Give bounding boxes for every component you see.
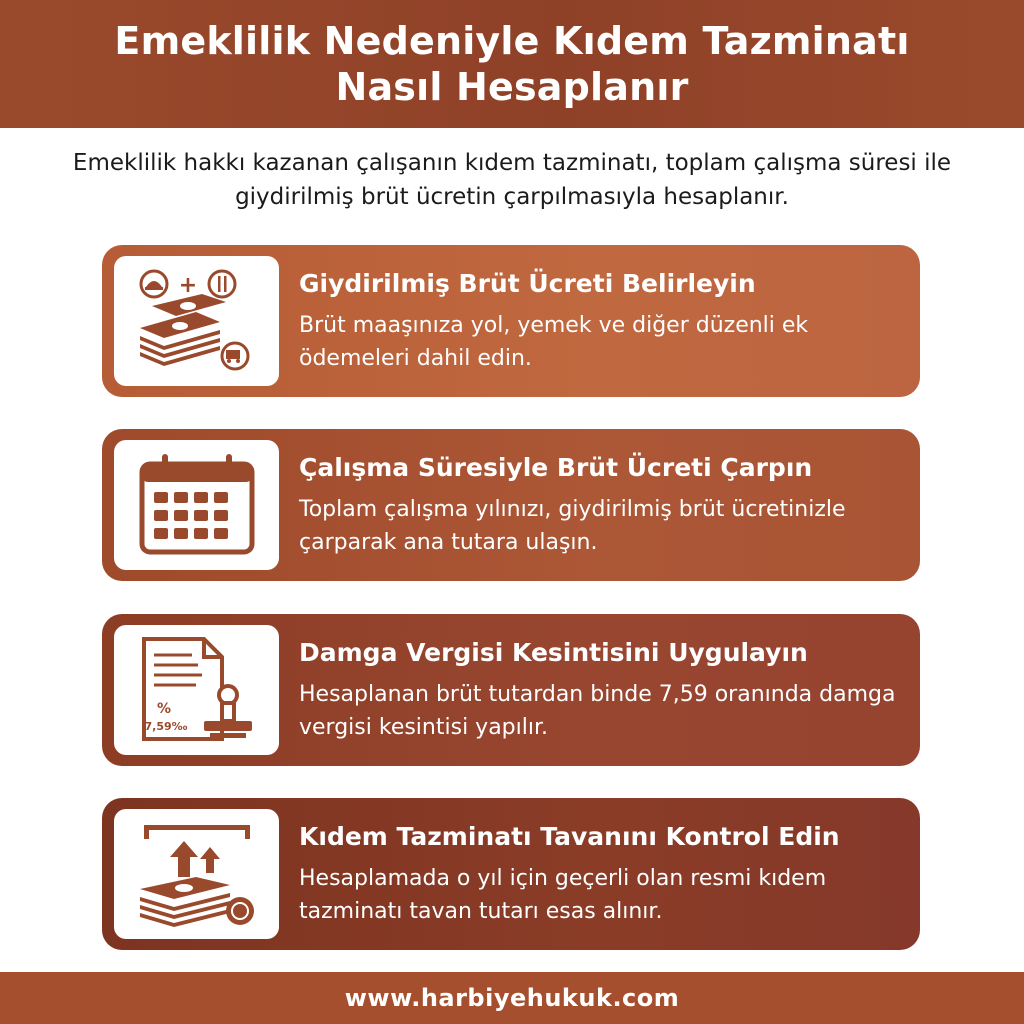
step-description: Brüt maaşınıza yol, yemek ve diğer düzenli ek ödemeleri dahil edin.: [299, 313, 809, 371]
website-link[interactable]: www.harbiyehukuk.com: [344, 984, 680, 1012]
header-banner: [0, 0, 1024, 128]
step-card-stamp-tax: [102, 614, 920, 766]
icon-box: [114, 440, 279, 570]
footer-bar: [0, 972, 1024, 1024]
step-content: [299, 636, 899, 744]
step-content: [299, 267, 899, 375]
step-card-salary: [102, 245, 920, 397]
step-description: Hesaplanan brüt tutardan binde 7,59 oranında damga vergisi kesintisi yapılır.: [299, 682, 896, 740]
money-ceiling-icon: [132, 819, 262, 929]
page-title: Emeklilik Nedeniyle Kıdem Tazminatı Nasıl Hesaplanır: [114, 19, 910, 109]
step-description: Toplam çalışma yılınızı, giydirilmiş brüt ücretinizle çarparak ana tutara ulaşın.: [299, 497, 846, 555]
step-card-ceiling: [102, 798, 920, 950]
calendar-icon: [132, 450, 262, 560]
step-title: Çalışma Süresiyle Brüt Ücreti Çarpın: [299, 453, 813, 482]
step-content: [299, 451, 899, 559]
icon-box: [114, 625, 279, 755]
step-card-duration: [102, 429, 920, 581]
icon-box: [114, 256, 279, 386]
step-description: Hesaplamada o yıl için geçerli olan resmi kıdem tazminatı tavan tutarı esas alınır.: [299, 866, 827, 924]
icon-box: [114, 809, 279, 939]
step-title: Damga Vergisi Kesintisini Uygulayın: [299, 638, 808, 667]
document-stamp-icon: [132, 635, 262, 745]
money-meal-transport-icon: [132, 266, 262, 376]
svg-text:+: +: [178, 273, 197, 298]
intro-text: Emeklilik hakkı kazanan çalışanın kıdem tazminatı, toplam çalışma süresi ile giydirilmiş brüt ücretin çarpılmasıyla hesaplanır.: [72, 150, 952, 210]
step-title: Giydirilmiş Brüt Ücreti Belirleyin: [299, 269, 756, 298]
icon-percent-label: %: [156, 701, 171, 717]
step-content: [299, 820, 899, 928]
step-title: Kıdem Tazminatı Tavanını Kontrol Edin: [299, 822, 840, 851]
icon-rate-label: 7,59‰: [144, 720, 187, 733]
